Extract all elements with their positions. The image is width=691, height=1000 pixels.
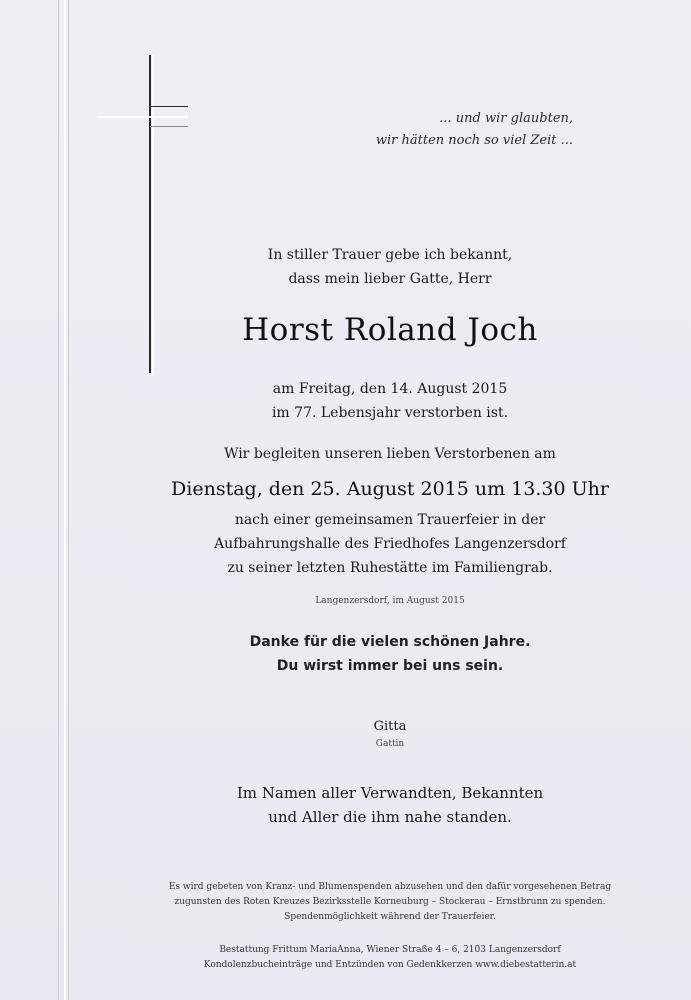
family-line: und Aller die ihm nahe standen. [268,808,512,826]
donation-line: Spendenmöglichkeit während der Trauerfeier. [284,912,496,922]
thanks-line: Du wirst immer bei uns sein. [276,658,504,674]
death-line: am Freitag, den 14. August 2015 [272,381,508,397]
donation-note [150,880,630,925]
funeral-date: Dienstag, den 25. August 2015 um 13.30 Uhr [171,478,609,500]
death-line: im 77. Lebensjahr verstorben ist. [271,405,509,421]
family-text [150,781,630,829]
funeral-home-line: Kondolenzbucheinträge und Entzünden von Gedenkkerzen www.diebestatterin.at [203,960,577,970]
quote-line: ... und wir glaubten, [439,111,573,126]
ceremony-line: zu seiner letzten Ruhestätte im Familiengrab. [227,560,553,576]
signer-name: Gitta [373,719,407,734]
donation-line: zugunsten des Roten Kreuzes Bezirksstelle Korneuburg – Stockerau – Ernstbrunn zu spenden. [174,897,606,907]
quote [376,108,573,152]
funeral-home [150,943,630,973]
signer-role: Gattin [375,739,405,749]
border-line [68,0,69,1000]
ceremony-line: Aufbahrungshalle des Friedhofes Langenzersdorf [214,536,566,552]
border-line [58,0,59,1000]
thanks-line: Danke für die vielen schönen Jahre. [249,634,531,650]
accompany-text: Wir begleiten unseren lieben Verstorbenen am [224,446,556,462]
family-line: Im Namen aller Verwandten, Bekannten [236,784,544,802]
funeral-home-line: Bestattung Frittum MariaAnna, Wiener Straße 4 – 6, 2103 Langenzersdorf [219,945,561,955]
death-info [150,377,630,425]
intro-line: In stiller Trauer gebe ich bekannt, [267,247,513,263]
border-line [64,0,66,1000]
thanks-text [150,630,630,678]
ceremony-line: nach einer gemeinsamen Trauerfeier in der [234,512,546,528]
ceremony-text [150,508,630,580]
intro-text [150,243,630,291]
quote-line: wir hätten noch so viel Zeit ... [375,133,573,148]
deceased-name: Horst Roland Joch [242,312,538,348]
donation-line: Es wird gebeten von Kranz- und Blumenspenden abzusehen und den dafür vorgesehenen Betrag [168,882,612,892]
intro-line: dass mein lieber Gatte, Herr [288,271,492,287]
place-date: Langenzersdorf, im August 2015 [315,596,465,606]
